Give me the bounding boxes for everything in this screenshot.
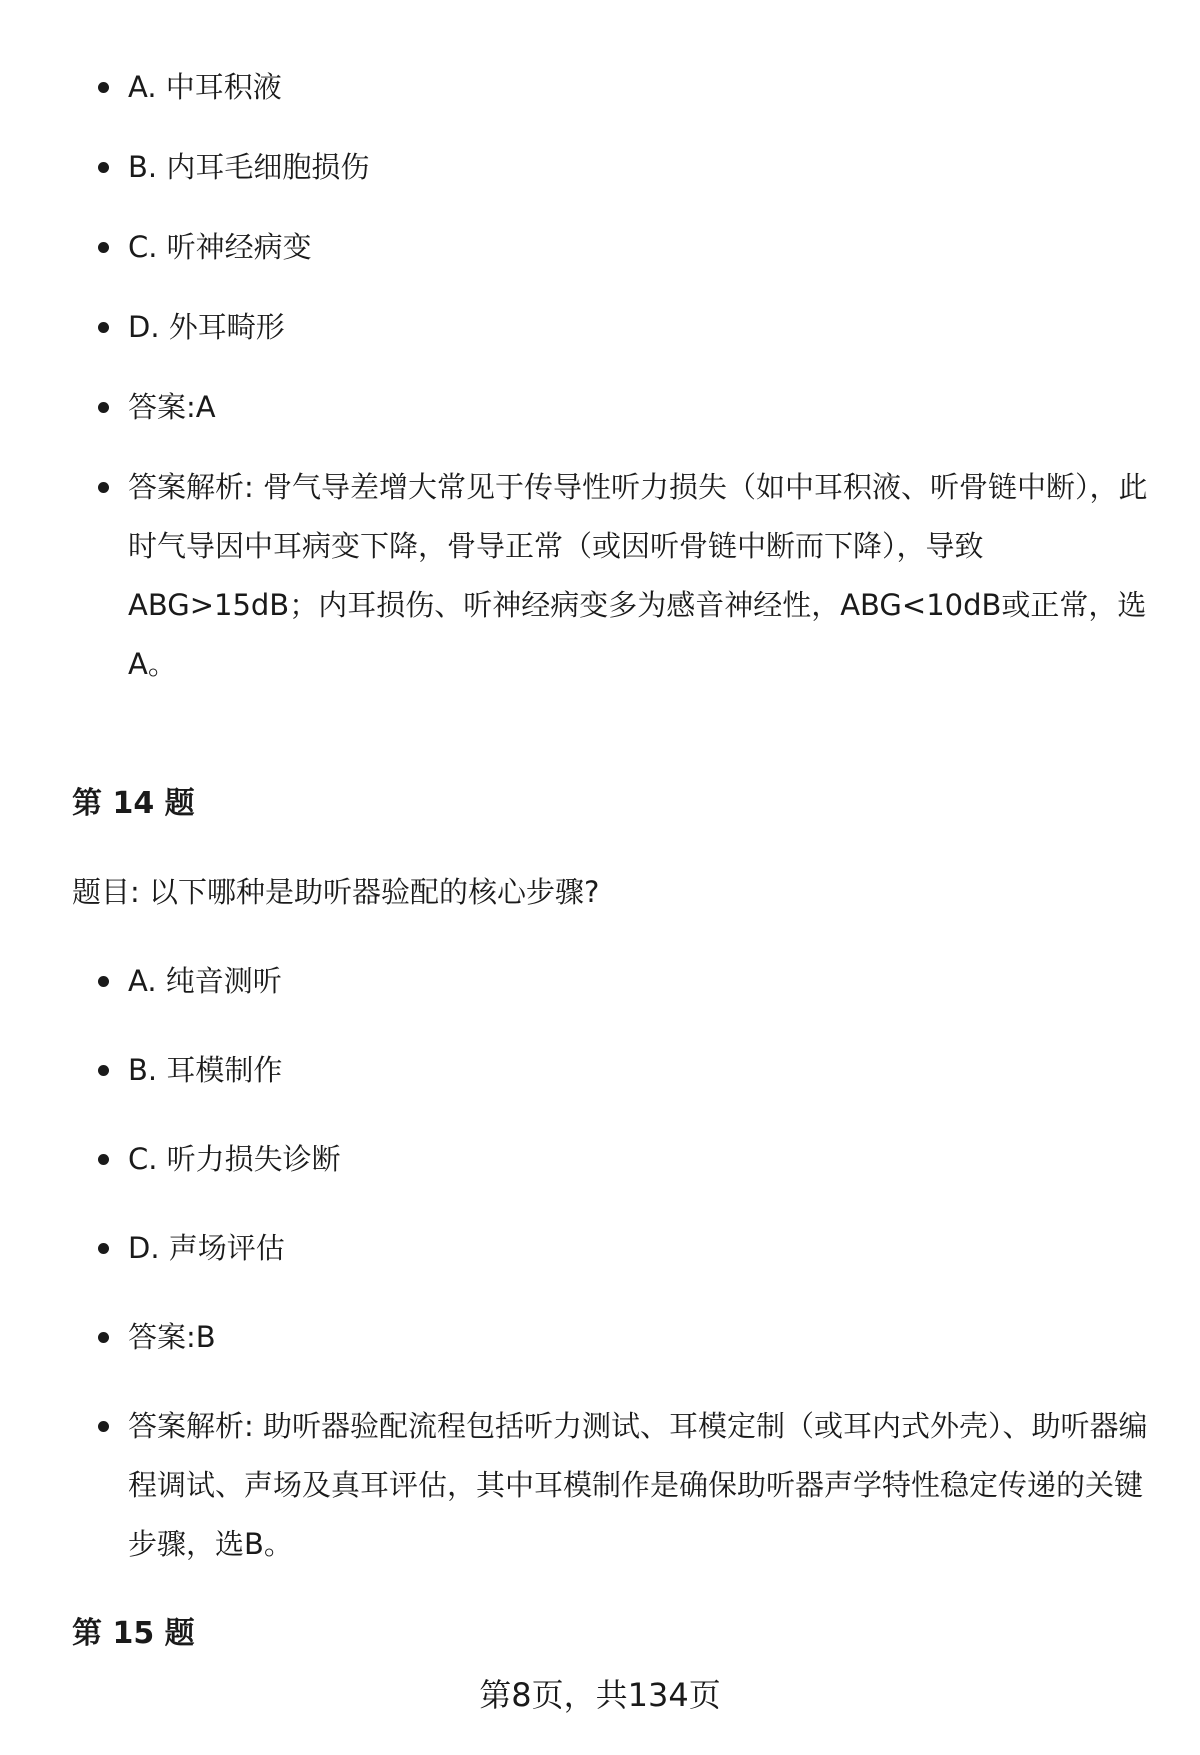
bullet-icon [98, 1065, 109, 1076]
list-item [0, 1130, 1200, 1219]
list-item [0, 218, 1200, 298]
list-item [0, 1219, 1200, 1308]
list-item [0, 378, 1200, 458]
q13-option-list [0, 58, 1200, 694]
option-b: B. 内耳毛细胞损伤 [128, 150, 370, 184]
question-heading: 第 15 题 [72, 1616, 195, 1651]
bullet-icon [98, 402, 109, 413]
list-item [0, 458, 1200, 694]
option-c: C. 听神经病变 [128, 230, 312, 264]
option-a: A. 中耳积液 [128, 70, 282, 104]
bullet-icon [98, 482, 109, 493]
question-heading: 第 14 题 [72, 786, 195, 821]
list-item [0, 138, 1200, 218]
option-d: D. 外耳畸形 [128, 310, 285, 344]
option-c: C. 听力损失诊断 [128, 1142, 341, 1176]
list-item [0, 298, 1200, 378]
bullet-icon [98, 242, 109, 253]
q14-option-list [0, 952, 1200, 1574]
list-item [0, 58, 1200, 138]
list-item [0, 1397, 1200, 1574]
bullet-icon [98, 1243, 109, 1254]
answer: 答案:A [128, 390, 216, 424]
answer-analysis: 答案解析: 骨气导差增大常见于传导性听力损失（如中耳积液、听骨链中断），此时气导因中耳病变下降，骨导正常（或因听骨链中断而下降），导致ABG>15dB；内耳损伤、听神经病变多为感音神经性，ABG<10dB或正常，选A。 [128, 470, 1148, 681]
page-number: 第8页，共134页 [479, 1676, 721, 1714]
option-d: D. 声场评估 [128, 1231, 285, 1265]
bullet-icon [98, 1154, 109, 1165]
bullet-icon [98, 976, 109, 987]
option-a: A. 纯音测听 [128, 964, 282, 998]
option-b: B. 耳模制作 [128, 1053, 283, 1087]
bullet-icon [98, 162, 109, 173]
bullet-icon [98, 322, 109, 333]
answer: 答案:B [128, 1320, 216, 1354]
answer-analysis: 答案解析: 助听器验配流程包括听力测试、耳模定制（或耳内式外壳）、助听器编程调试、声场及真耳评估，其中耳模制作是确保助听器声学特性稳定传递的关键步骤，选B。 [128, 1409, 1148, 1561]
bullet-icon [98, 82, 109, 93]
bullet-icon [98, 1421, 109, 1432]
list-item [0, 1308, 1200, 1397]
list-item [0, 1041, 1200, 1130]
list-item [0, 952, 1200, 1041]
bullet-icon [98, 1332, 109, 1343]
question-text: 题目: 以下哪种是助听器验配的核心步骤? [72, 875, 600, 909]
